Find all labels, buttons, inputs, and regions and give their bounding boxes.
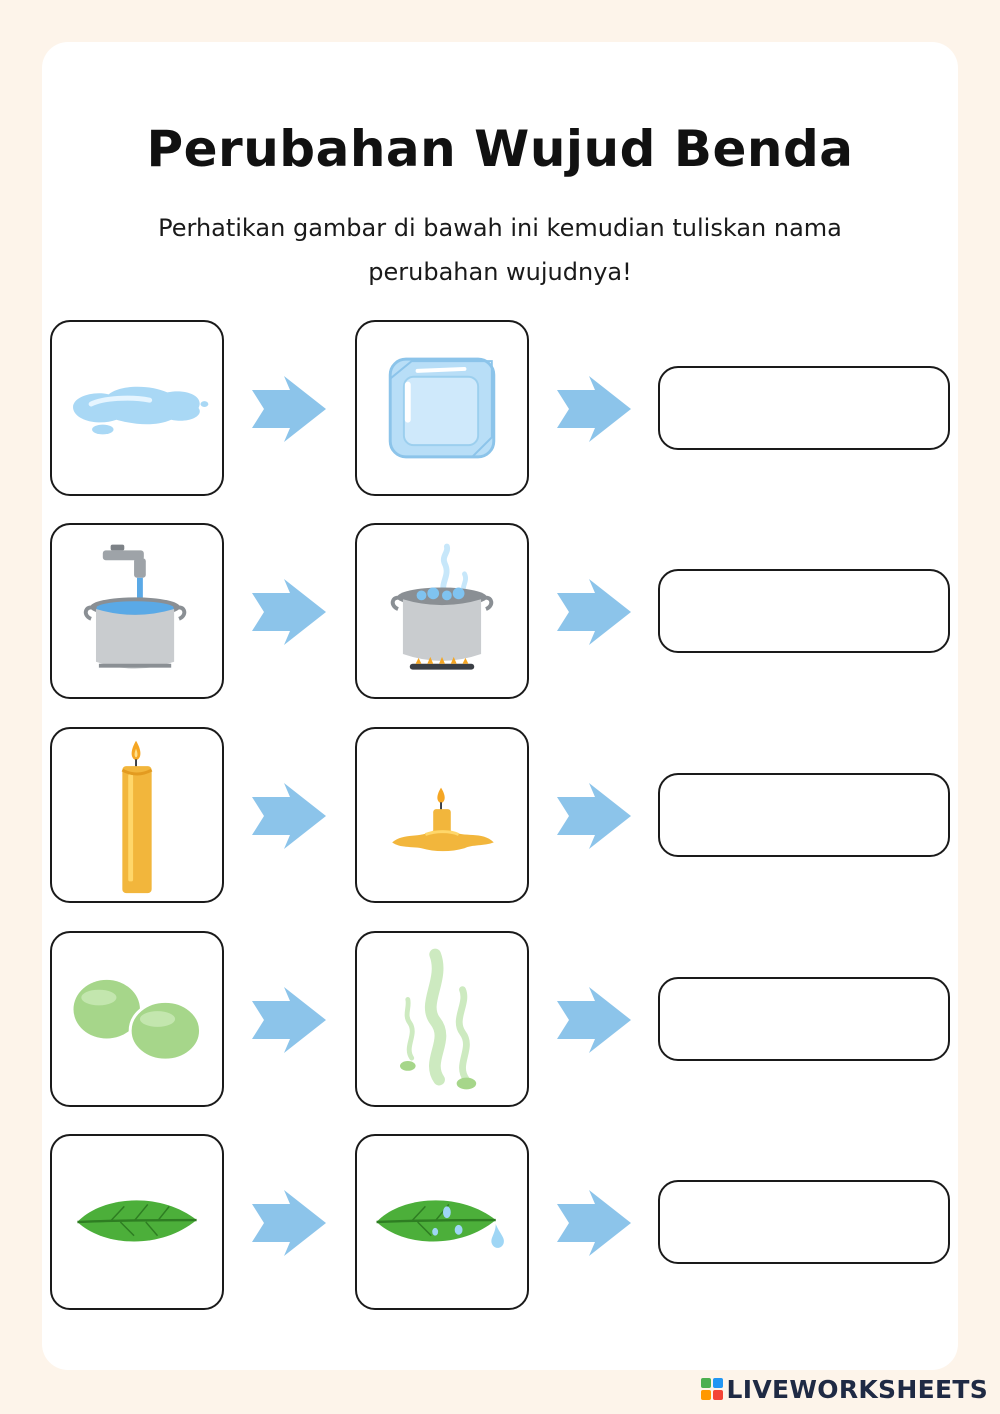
ice-cube-icon (357, 322, 527, 494)
arrow-right-icon (555, 781, 633, 851)
arrow-right-icon (555, 1188, 633, 1258)
instruction-text: Perhatikan gambar di bawah ini kemudian tuliskan nama perubahan wujudnya! (158, 214, 842, 286)
arrow-right-icon (250, 781, 328, 851)
answer-input[interactable] (658, 773, 950, 857)
evaporating-camphor-icon (357, 933, 527, 1105)
exercise-row-2 (0, 523, 1000, 703)
footer-branding (701, 1374, 988, 1404)
camphor-balls-icon (52, 933, 222, 1105)
before-picture (50, 1134, 224, 1310)
water-puddle-icon (52, 322, 222, 494)
before-picture (50, 931, 224, 1107)
tap-filling-pot-icon (52, 525, 222, 697)
exercise-row-1 (0, 320, 1000, 500)
after-picture (355, 320, 529, 496)
arrow-right-icon (555, 985, 633, 1055)
liveworksheets-logo-icon (701, 1378, 723, 1400)
answer-input[interactable] (658, 366, 950, 450)
before-picture (50, 523, 224, 699)
arrow-right-icon (555, 374, 633, 444)
candle-icon (52, 729, 222, 901)
after-picture (355, 931, 529, 1107)
exercise-row-5 (0, 1134, 1000, 1314)
after-picture (355, 1134, 529, 1310)
exercise-row-3 (0, 727, 1000, 907)
arrow-right-icon (250, 374, 328, 444)
arrow-right-icon (250, 1188, 328, 1258)
dewy-leaf-icon (357, 1136, 527, 1308)
boiling-pot-icon (357, 525, 527, 697)
melted-candle-icon (357, 729, 527, 901)
arrow-right-icon (250, 577, 328, 647)
exercise-row-4 (0, 931, 1000, 1111)
answer-input[interactable] (658, 569, 950, 653)
answer-input[interactable] (658, 977, 950, 1061)
after-picture (355, 727, 529, 903)
brand-name: LIVEWORKSHEETS (726, 1374, 988, 1404)
before-picture (50, 320, 224, 496)
arrow-right-icon (250, 985, 328, 1055)
after-picture (355, 523, 529, 699)
leaf-icon (52, 1136, 222, 1308)
arrow-right-icon (555, 577, 633, 647)
worksheet-title: Perubahan Wujud Benda (146, 120, 854, 178)
answer-input[interactable] (658, 1180, 950, 1264)
before-picture (50, 727, 224, 903)
